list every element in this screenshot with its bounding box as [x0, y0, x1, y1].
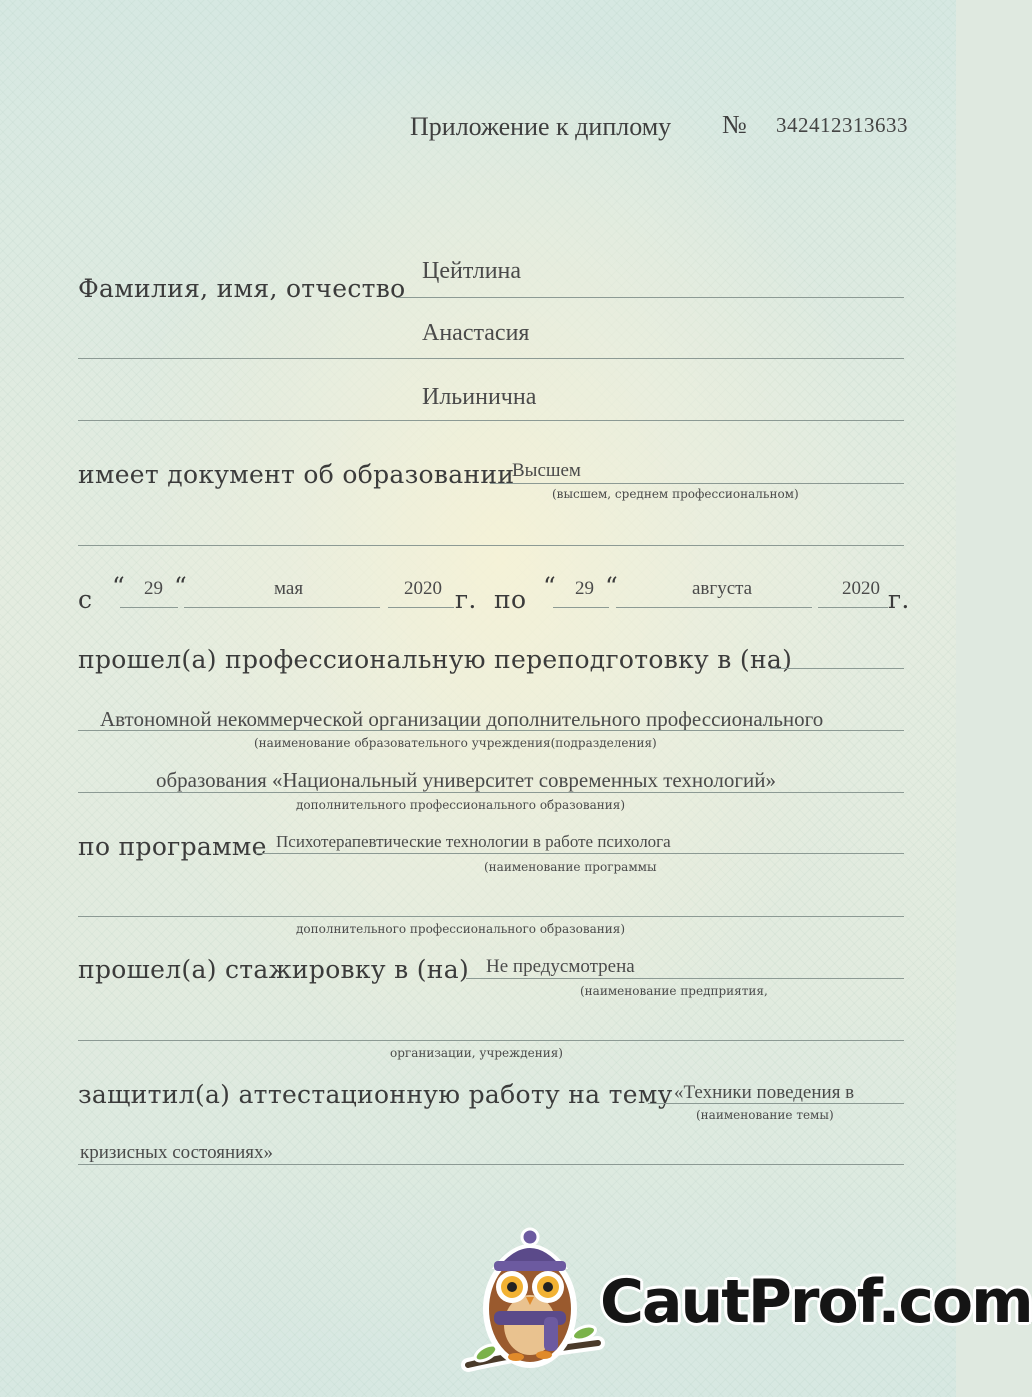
org-line-1: Автономной некоммерческой организации дополнительного профессионального: [100, 707, 824, 731]
retraining-label: прошел(а) профессиональную переподготовку в (на): [78, 645, 793, 674]
internship-value: Не предусмотрена: [486, 956, 635, 977]
owl-icon: [460, 1225, 610, 1397]
diploma-number: 342412313633: [776, 113, 908, 137]
from-quote-open: “: [112, 572, 126, 601]
number-sign: №: [722, 110, 747, 139]
to-quote-open: “: [543, 572, 557, 601]
education-label: имеет документ об образовании: [78, 460, 515, 489]
education-line: [490, 483, 904, 484]
to-month: августа: [692, 578, 753, 599]
patronymic-line: [78, 420, 904, 421]
program-hint-2: дополнительного профессионального образования): [296, 922, 626, 936]
to-quote-close: “: [605, 572, 619, 601]
from-year-suffix: г.: [455, 585, 477, 614]
thesis-value-1: «Техники поведения в: [674, 1082, 855, 1103]
thesis-hint: (наименование темы): [696, 1108, 834, 1122]
org-hint-2: дополнительного профессионального образования): [296, 798, 626, 812]
program-line-2: [78, 916, 904, 917]
org-hint-1: (наименование образовательного учреждения(подразделения): [254, 736, 657, 750]
last-name: Цейтлина: [422, 258, 522, 284]
education-value: Высшем: [512, 460, 581, 481]
from-month: мая: [274, 578, 304, 599]
thesis-line: [648, 1103, 904, 1104]
to-day-line: [553, 607, 609, 608]
first-name: Анастасия: [422, 320, 530, 346]
fio-label: Фамилия, имя, отчество: [78, 274, 406, 303]
from-year: 2020: [404, 578, 442, 599]
from-year-line: [388, 607, 454, 608]
thesis-value-2: кризисных состояниях»: [80, 1142, 274, 1163]
to-year: 2020: [842, 578, 880, 599]
from-month-line: [184, 607, 380, 608]
internship-line-2: [78, 1040, 904, 1041]
org-line-1-rule: [78, 730, 904, 731]
from-label: с: [78, 585, 93, 614]
thesis-label: защитил(а) аттестационную работу на тему: [78, 1080, 673, 1109]
from-day: 29: [144, 578, 163, 599]
supplement-title: Приложение к диплому: [410, 112, 672, 141]
patronymic: Ильинична: [422, 384, 537, 410]
program-value: Психотерапевтические технологии в работе психолога: [276, 832, 671, 851]
program-label: по программе: [78, 832, 267, 861]
to-month-line: [616, 607, 812, 608]
internship-hint-2: организации, учреждения): [390, 1046, 563, 1060]
org-line-2: образования «Национальный университет современных технологий»: [156, 768, 776, 792]
from-day-line: [120, 607, 178, 608]
org-line-2-rule: [78, 792, 904, 793]
to-day: 29: [575, 578, 594, 599]
watermark: [460, 1225, 1032, 1397]
internship-line: [466, 978, 904, 979]
program-line: [256, 853, 904, 854]
thesis-line-2: [78, 1164, 904, 1165]
to-year-suffix: г.: [888, 585, 910, 614]
program-hint-1: (наименование программы: [484, 860, 657, 874]
to-label: по: [494, 585, 527, 614]
education-hint: (высшем, среднем профессиональном): [552, 487, 799, 501]
education-line-2: [78, 545, 904, 546]
internship-hint-1: (наименование предприятия,: [580, 984, 768, 998]
first-name-line: [78, 358, 904, 359]
last-name-line: [396, 297, 904, 298]
internship-label: прошел(а) стажировку в (на): [78, 955, 469, 984]
from-quote-close: “: [174, 572, 188, 601]
brand-logo-text: CautProf.com: [600, 1267, 1032, 1337]
retraining-line: [770, 668, 904, 669]
to-year-line: [818, 607, 888, 608]
